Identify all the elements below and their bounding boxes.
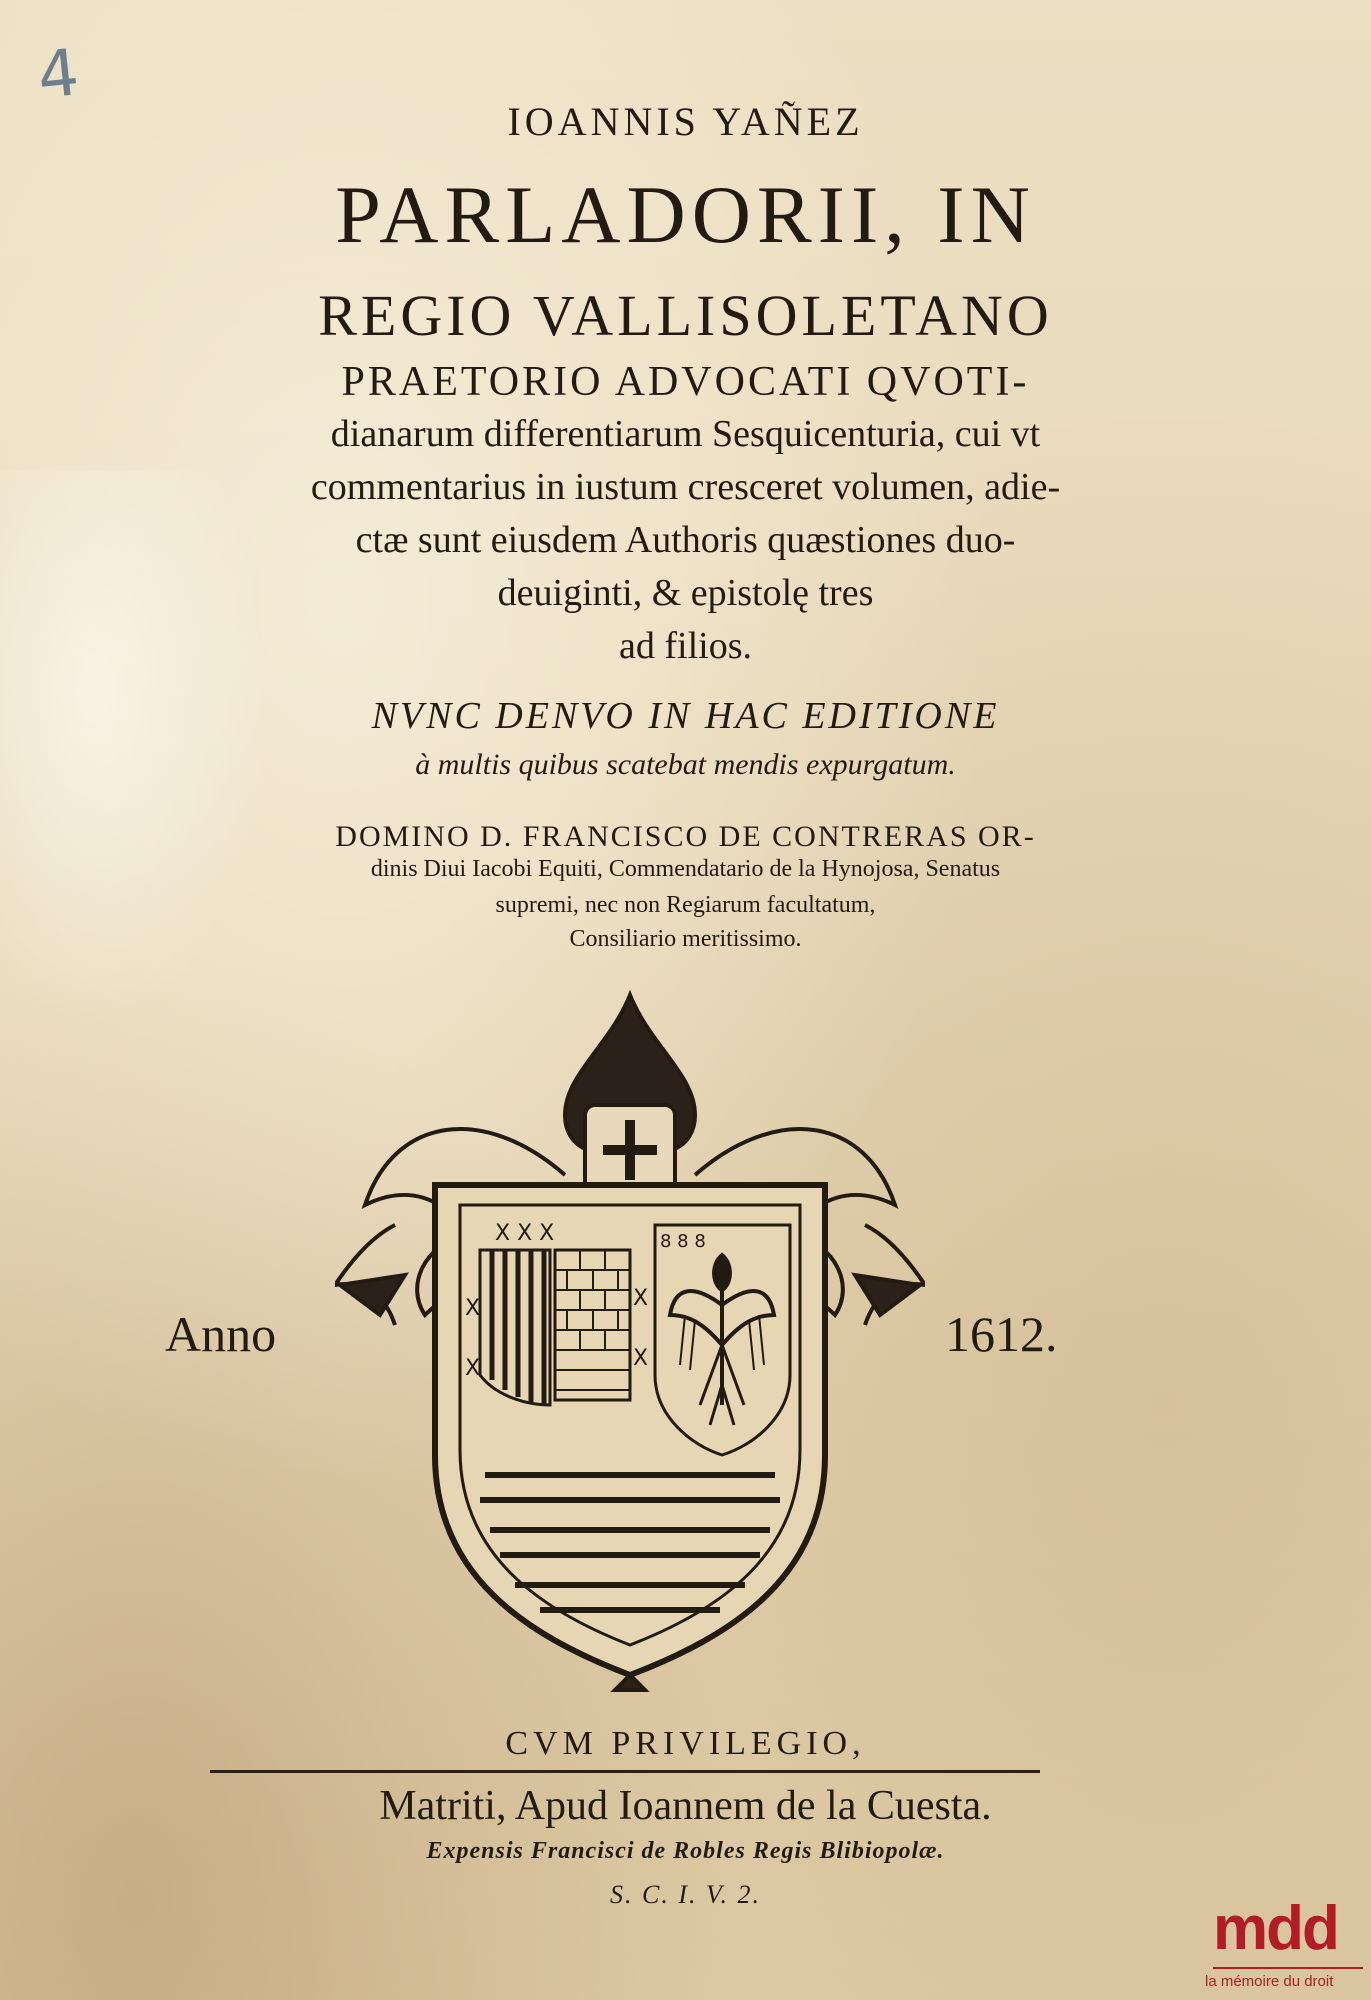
svg-text:X: X — [465, 1356, 481, 1381]
svg-text:8 8 8: 8 8 8 — [660, 1231, 706, 1252]
mdd-logo-word: mdd — [1213, 1894, 1338, 1963]
privilege-line: CVM PRIVILEGIO, — [505, 1725, 866, 1762]
dedication-line-2: dinis Diui Iacobi Equiti, Commendatario de la Hynojosa, Senatus — [370, 856, 1001, 882]
mdd-logo — [1205, 1893, 1370, 2000]
title-line-7: ctæ sunt eiusdem Authoris quæstiones duo- — [355, 519, 1016, 561]
mdd-logo-rule — [1213, 1967, 1363, 1969]
author-line: IOANNIS YAÑEZ — [507, 99, 864, 144]
title-line-4: PRAETORIO ADVOCATI QVOTI- — [341, 359, 1030, 405]
dedication-line-4: Consiliario meritissimo. — [569, 926, 802, 952]
coat-of-arms-woodcut — [335, 985, 925, 1695]
imprint-place-line: Matriti, Apud Ioannem de la Cuesta. — [379, 1783, 992, 1829]
svg-text:X: X — [633, 1346, 649, 1371]
title-line-9: ad filios. — [619, 625, 752, 667]
svg-text:X: X — [633, 1286, 649, 1311]
shelfmark: S. C. I. V. 2. — [609, 1880, 762, 1909]
date-year: 1612. — [945, 1306, 1058, 1362]
imprint-rule — [210, 1770, 1040, 1773]
edition-line-2: à multis quibus scatebat mendis expurgatum. — [415, 748, 956, 781]
edition-line-1: NVNC DENVO IN HAC EDITIONE — [371, 695, 1000, 737]
svg-text:X: X — [465, 1296, 481, 1321]
title-line-3: REGIO VALLISOLETANO — [318, 283, 1053, 348]
svg-text:X X X: X X X — [495, 1221, 555, 1246]
title-line-5: dianarum differentiarum Sesquicenturia, cui vt — [330, 413, 1041, 455]
author-name-line: PARLADORII, IN — [335, 169, 1036, 260]
mdd-logo-tagline: la mémoire du droit — [1205, 1973, 1334, 1990]
imprint-expense-line: Expensis Francisci de Robles Regis Blibiopolæ. — [426, 1838, 945, 1864]
date-anno: Anno — [165, 1306, 277, 1362]
title-line-6: commentarius in iustum cresceret volumen, adie- — [310, 466, 1061, 508]
dedication-line-3: supremi, nec non Regiarum facultatum, — [495, 892, 876, 918]
title-line-8: deuiginti, & epistolę tres — [497, 572, 874, 614]
pencil-margin-note: 4 — [34, 36, 83, 114]
dedication-line-1: DOMINO D. FRANCISCO DE CONTRERAS OR- — [335, 820, 1036, 853]
